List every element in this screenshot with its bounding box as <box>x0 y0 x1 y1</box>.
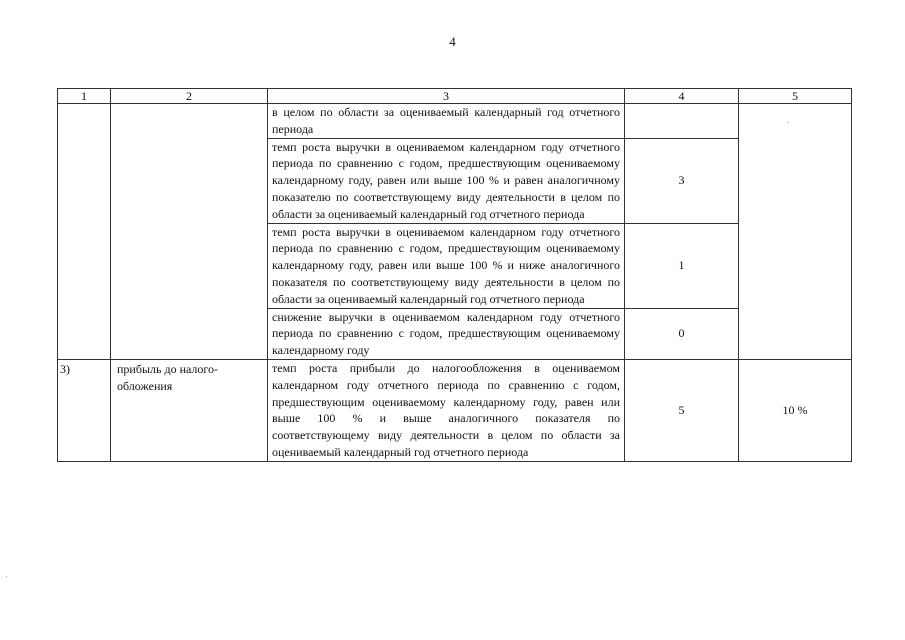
number-cell-3: 3) <box>58 359 111 461</box>
indicator-cell-empty <box>111 104 268 360</box>
header-cell-col-3: 3 <box>268 89 625 104</box>
criterion-cell-revenue-decrease: снижение выручки в оцениваемом календарном году отчетного периода по сравнению с годом, предшествующим оцениваемому календарному году <box>268 308 625 359</box>
indicator-cell-pretax-profit: прибыль до налого-обложения <box>111 359 268 461</box>
scan-speck <box>6 576 7 577</box>
table-header-row <box>58 89 852 104</box>
header-cell-col-1: 1 <box>58 89 111 104</box>
criterion-cell-growth-equal: темп роста выручки в оцениваемом календарном году отчетного периода по сравнению с годом, предшествующим оцениваемому календарному году, равен или выше 100 % и равен аналогичному показателю по соответствующему виду деятельности в целом по области за оцениваемый календарный год отчетного периода <box>268 138 625 223</box>
score-cell-revenue-decrease: 0 <box>625 308 739 359</box>
page-number: 4 <box>449 34 456 49</box>
weight-cell-empty <box>739 104 852 360</box>
header-cell-col-4: 4 <box>625 89 739 104</box>
header-cell-col-2: 2 <box>111 89 268 104</box>
criterion-cell-continued: в целом по области за оцениваемый календарный год отчетного периода <box>268 104 625 139</box>
table-row <box>58 104 852 139</box>
criteria-table <box>57 88 852 462</box>
weight-cell-profit: 10 % <box>739 359 852 461</box>
criterion-cell-profit-growth: темп роста прибыли до налогообложения в оцениваемом календарном году отчетного периода по сравнению с годом, предшествующим оцениваемому календарному году, равен или выше 100 % и выше аналогичного показателя по соответствующему виду деятельности в целом по области за оцениваемый календарный год отчетного периода <box>268 359 625 461</box>
score-cell-growth-below: 1 <box>625 223 739 308</box>
scan-speck <box>787 122 788 123</box>
number-cell-empty <box>58 104 111 360</box>
table-row <box>58 359 852 461</box>
score-cell-empty <box>625 104 739 139</box>
criterion-cell-growth-below: темп роста выручки в оцениваемом календарном году отчетного периода по сравнению с годом, предшествующим оцениваемому календарному году, равен или выше 100 % и ниже аналогичного показателя по соответствующему виду деятельности в целом по области за оцениваемый календарный год отчетного периода <box>268 223 625 308</box>
score-cell-profit-growth: 5 <box>625 359 739 461</box>
score-cell-growth-equal: 3 <box>625 138 739 223</box>
header-cell-col-5: 5 <box>739 89 852 104</box>
